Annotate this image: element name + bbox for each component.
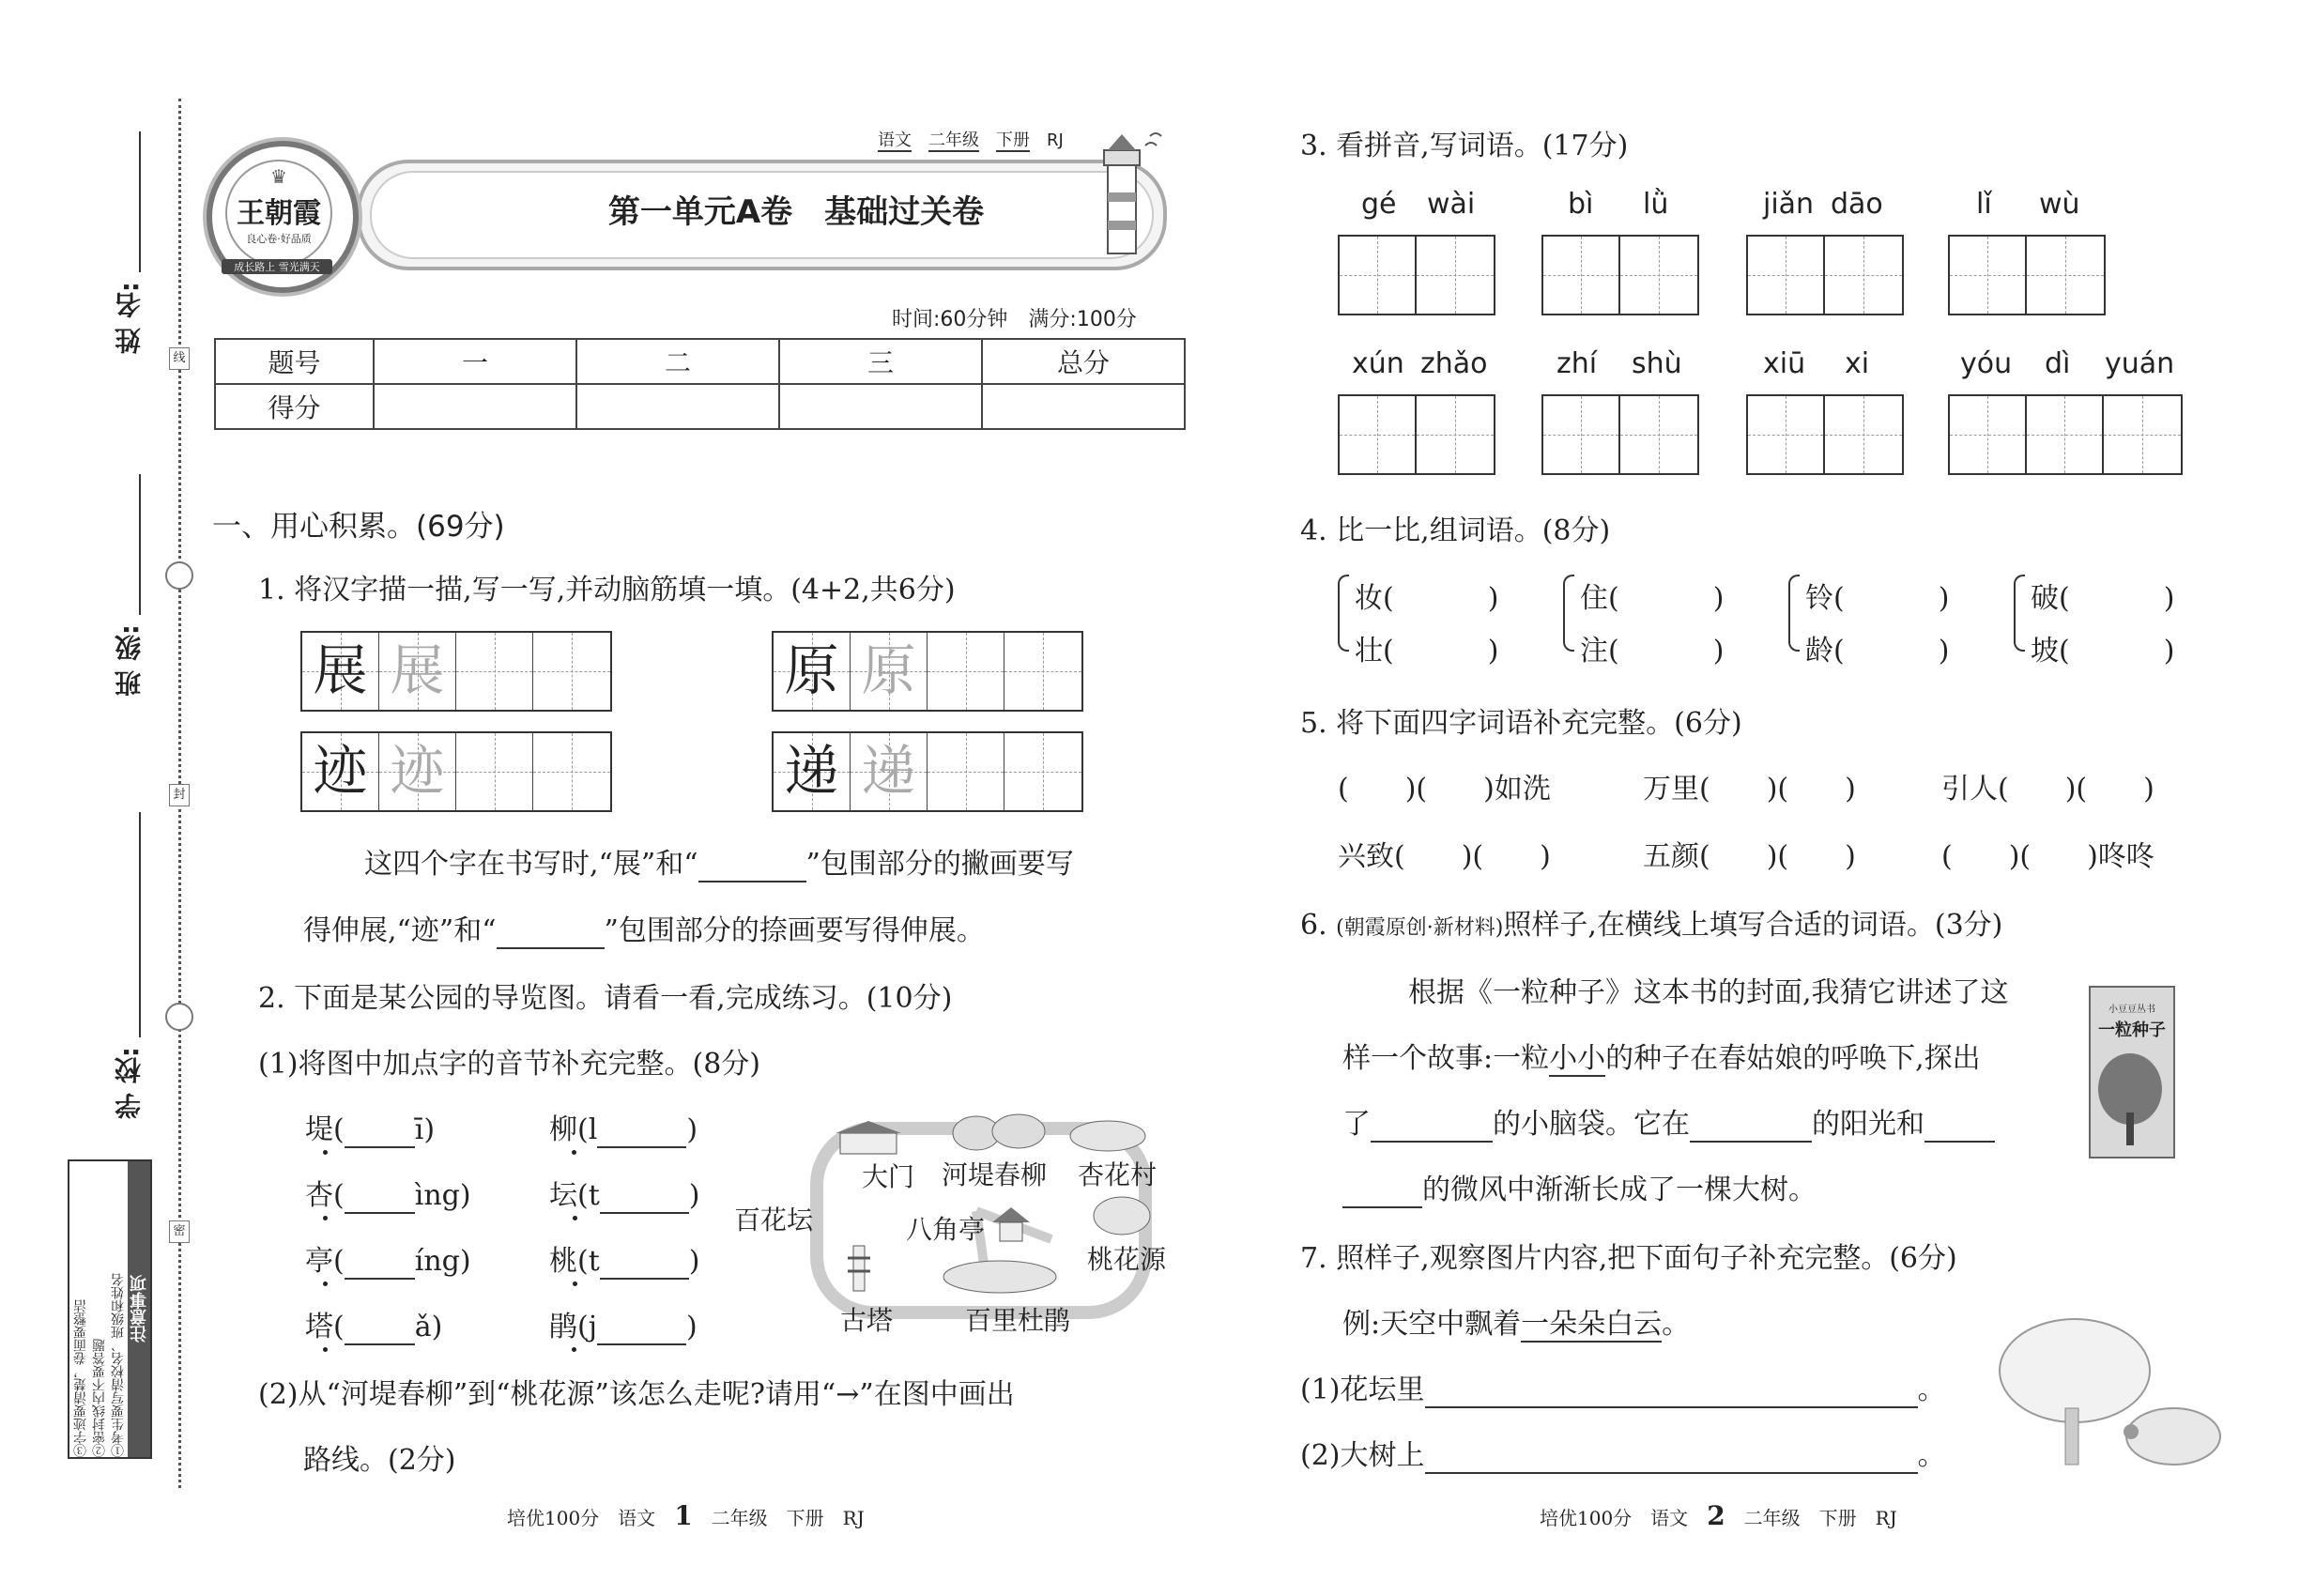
idiom[interactable]: 引人( )( ) (1941, 773, 2154, 806)
word-grid (1541, 235, 1699, 315)
seal-mark-line: 线 (169, 347, 190, 370)
q2-sub1: (1)将图中加点字的音节补充完整。(8分) (258, 1048, 760, 1081)
map-willow: 河堤春柳 (942, 1159, 1048, 1190)
willow-icon (948, 1113, 1051, 1155)
write-cell[interactable] (1748, 237, 1825, 314)
pinyin-item: 塔( ǎ) (305, 1303, 442, 1345)
meta-tags (878, 127, 1064, 151)
blank[interactable] (1924, 1108, 1995, 1143)
q7-sentence-1: (1)花坛里 。 (1300, 1373, 1946, 1406)
blank[interactable] (345, 1113, 415, 1148)
q6-line1: 根据《一粒种子》这本书的封面,我猜它讲述了这 (1408, 976, 2009, 1009)
word-grid (1948, 394, 2183, 475)
q1-text-line2: 得伸展,“迹”和“ ”包围部分的捺画要写得伸展。 (303, 914, 985, 947)
pinyin-label: yuán (2105, 347, 2175, 380)
blank[interactable] (600, 1179, 689, 1214)
score-header-row (215, 339, 1185, 384)
footer-left: 培优100分 语文 1 二年级 下册 RJ (507, 1500, 865, 1531)
pinyin-label: xún (1352, 347, 1404, 380)
idiom[interactable]: ( )( )如洗 (1338, 773, 1551, 806)
pinyin-label: dì (2045, 347, 2071, 380)
idiom[interactable]: 五颜( )( ) (1643, 840, 1856, 873)
score-header: 二 (576, 339, 779, 384)
pinyin-label: shù (1632, 347, 1682, 380)
score-cell[interactable] (374, 384, 576, 429)
q7-title: 7. 照样子,观察图片内容,把下面句子补充完整。(6分) (1300, 1242, 1957, 1275)
write-cell[interactable] (456, 633, 533, 710)
write-cell[interactable] (2027, 396, 2104, 473)
blank[interactable] (345, 1311, 415, 1345)
blank[interactable] (698, 848, 806, 882)
blank[interactable] (1342, 1174, 1422, 1208)
pinyin-label: yóu (1960, 347, 2013, 380)
blank[interactable] (597, 1113, 686, 1148)
class-label: 班 级: (114, 624, 145, 697)
write-cell[interactable] (1748, 396, 1825, 473)
blank[interactable] (600, 1245, 689, 1280)
azalea-icon (939, 1258, 1061, 1296)
write-cell[interactable] (1543, 396, 1620, 473)
score-header: 三 (779, 339, 982, 384)
compare-pair: 住( ) 注( ) (1563, 575, 1751, 650)
page-number: 2 (1707, 1500, 1725, 1531)
q6-tag: (朝霞原创·新材料) (1336, 916, 1504, 940)
volume-tag: 下册 (996, 130, 1030, 150)
write-cell[interactable] (533, 633, 610, 710)
pinyin-item: 堤( ī) (305, 1106, 435, 1148)
score-row (215, 384, 1185, 429)
notice-title: 注意事项 (128, 1161, 150, 1457)
map-gate: 大门 (862, 1161, 915, 1192)
word-grid (1746, 235, 1904, 315)
pinyin-item: 柳(l ) (549, 1106, 698, 1148)
pavilion-icon (990, 1204, 1033, 1246)
scene-illustration (1990, 1314, 2225, 1474)
map-azalea: 百里杜鹃 (965, 1305, 1071, 1336)
answer-line[interactable] (1425, 1439, 1918, 1474)
binding-hole (165, 1003, 193, 1031)
notice-item-3: ③字迹要清楚，卷面要整洁 (73, 1299, 88, 1457)
tree-icon (2091, 1047, 2170, 1150)
answer-line[interactable] (1425, 1373, 1918, 1408)
blank[interactable] (497, 914, 605, 949)
gate-icon (836, 1119, 901, 1157)
pinyin-item: 桃(t ) (549, 1237, 699, 1280)
writing-grid-zhan (300, 631, 612, 712)
write-cell[interactable] (1004, 633, 1081, 710)
edition-tag: RJ (1047, 130, 1064, 150)
pinyin-label: zhǎo (1420, 347, 1488, 380)
char-trace[interactable]: 迹 (390, 739, 445, 803)
score-cell[interactable] (576, 384, 779, 429)
blank[interactable] (1371, 1108, 1493, 1143)
write-cell[interactable] (1543, 237, 1620, 314)
lighthouse-icon (1080, 127, 1169, 263)
subject-tag: 语文 (878, 130, 912, 150)
compare-pair: 妆( ) 壮( ) (1338, 575, 1526, 650)
q6-line3: 了 的小脑袋。它在 的阳光和 (1342, 1100, 1995, 1143)
writing-grid-ji (300, 731, 612, 812)
writing-grid-di (772, 731, 1083, 812)
book-series: 小豆豆丛书 (2108, 1005, 2155, 1015)
notice-item-1: ①考生要写清校名、班级和姓名 (111, 1273, 126, 1457)
q1-text-line1: 这四个字在书写时,“展”和“ ”包围部分的撇画要写 (364, 848, 1074, 881)
pinyin-label: lǐ (1976, 188, 1992, 221)
notice-box (68, 1159, 152, 1459)
write-cell[interactable] (456, 733, 533, 810)
char-model: 原 (784, 638, 839, 702)
q1-title: 1. 将汉字描一描,写一写,并动脑筋填一填。(4+2,共6分) (258, 574, 956, 606)
write-cell[interactable] (2104, 396, 2181, 473)
pinyin-label: jiǎn (1763, 188, 1815, 221)
pinyin-label: xi (1845, 347, 1870, 380)
idiom[interactable]: 万里( )( ) (1643, 773, 1856, 806)
book-title: 一粒种子 (2098, 1021, 2166, 1040)
word-grid (1338, 394, 1495, 475)
map-pavilion: 八角亭 (906, 1214, 986, 1245)
write-cell[interactable] (533, 733, 610, 810)
score-header: 总分 (982, 339, 1185, 384)
idiom[interactable]: ( )( )咚咚 (1941, 840, 2154, 873)
time-info: 时间:60分钟 满分:100分 (892, 308, 1137, 331)
write-cell[interactable] (1825, 237, 1902, 314)
binding-hole (165, 561, 193, 590)
idiom[interactable]: 兴致( )( ) (1338, 840, 1551, 873)
char-model: 展 (313, 638, 368, 702)
logo-text: 王朝霞 (237, 197, 321, 230)
map-village: 杏花村 (1078, 1159, 1158, 1190)
char-model: 迹 (313, 739, 368, 803)
write-cell[interactable] (928, 733, 1004, 810)
blank[interactable] (1690, 1108, 1812, 1143)
char-trace[interactable]: 递 (861, 739, 916, 803)
write-cell[interactable] (1004, 733, 1081, 810)
pinyin-item: 杏( ìng) (305, 1172, 471, 1214)
grade-tag: 二年级 (928, 130, 979, 150)
write-cell[interactable] (1620, 396, 1697, 473)
q6-title-line: 6. (朝霞原创·新材料)照样子,在横线上填写合适的词语。(3分) (1300, 909, 2003, 942)
word-grid (1746, 394, 1904, 475)
school-label: 学 校: (114, 1047, 145, 1119)
pinyin-label: zhí (1556, 347, 1598, 380)
pinyin-item: 亭( íng) (305, 1237, 471, 1280)
peach-icon (1089, 1192, 1155, 1239)
score-row-label: 得分 (215, 384, 374, 429)
pinyin-item: 鹃(j ) (549, 1303, 698, 1345)
char-trace[interactable]: 原 (861, 638, 916, 702)
map-peach: 桃花源 (1087, 1244, 1167, 1275)
write-cell[interactable] (1417, 396, 1494, 473)
char-trace[interactable]: 展 (390, 638, 445, 702)
q7-sentence-2: (2)大树上 。 (1300, 1439, 1946, 1472)
blank[interactable] (345, 1245, 415, 1280)
crown-icon: ♛ (270, 165, 287, 188)
blank[interactable] (597, 1311, 686, 1345)
q6-line2: 样一个故事:一粒小小的种子在春姑娘的呼唤下,探出 (1342, 1042, 1981, 1075)
notice-item-2: ②密封线内不要答题 (92, 1339, 107, 1457)
pinyin-label: dāo (1831, 188, 1883, 221)
q2-title: 2. 下面是某公园的导览图。请看一看,完成练习。(10分) (258, 982, 953, 1015)
compare-pair: 破( ) 坡( ) (2014, 575, 2201, 650)
pinyin-label: wài (1427, 188, 1476, 221)
pinyin-label: gé (1361, 188, 1397, 221)
map-tower: 古塔 (840, 1305, 894, 1336)
name-label: 姓 名: (114, 282, 145, 354)
pinyin-label: lǜ (1643, 188, 1669, 221)
write-cell[interactable] (1825, 396, 1902, 473)
q5-title: 5. 将下面四字词语补充完整。(6分) (1300, 707, 1742, 740)
write-cell[interactable] (1620, 237, 1697, 314)
page-title: 第一单元A卷 基础过关卷 (607, 193, 985, 231)
q4-title: 4. 比一比,组词语。(8分) (1300, 514, 1611, 547)
tower-icon (840, 1241, 878, 1293)
score-header: 题号 (215, 339, 374, 384)
word-grid (1948, 235, 2106, 315)
pinyin-label: wù (2039, 188, 2080, 221)
school-line (139, 812, 141, 1037)
class-line (139, 474, 141, 615)
blank[interactable] (345, 1179, 415, 1214)
pinyin-label: xiū (1763, 347, 1806, 380)
map-flower: 百花坛 (734, 1205, 814, 1235)
score-table (214, 338, 1186, 430)
word-grid (1338, 235, 1495, 315)
write-cell[interactable] (1950, 396, 2027, 473)
footer-right: 培优100分 语文 2 二年级 下册 RJ (1540, 1500, 1897, 1531)
q6-line4: 的微风中渐渐长成了一棵大树。 (1342, 1166, 1817, 1208)
write-cell[interactable] (928, 633, 1004, 710)
section1-title: 一、用心积累。(69分) (212, 510, 505, 544)
page-number: 1 (674, 1500, 693, 1531)
char-model: 递 (784, 739, 839, 803)
q2-sub2-line1: (2)从“河堤春柳”到“桃花源”该怎么走呢?请用“→”在图中画出 (258, 1378, 1015, 1411)
book-cover (2089, 986, 2175, 1159)
q7-example: 例:天空中飘着一朵朵白云。 (1342, 1308, 1691, 1341)
brand-logo (207, 141, 359, 293)
pinyin-label: bì (1568, 188, 1594, 221)
word-grid (1541, 394, 1699, 475)
write-cell[interactable] (1950, 237, 2027, 314)
q2-sub2-line2: 路线。(2分) (303, 1444, 456, 1477)
compare-pair: 铃( ) 龄( ) (1788, 575, 1976, 650)
write-cell[interactable] (1340, 396, 1417, 473)
score-cell[interactable] (779, 384, 982, 429)
score-cell[interactable] (982, 384, 1185, 429)
seal-mark-seal: 封 (169, 784, 190, 806)
logo-ribbon: 成长路上 雪光满天 (222, 259, 332, 274)
name-line (139, 131, 141, 272)
q3-title: 3. 看拼音,写词语。(17分) (1300, 130, 1629, 162)
pinyin-item: 坛(t ) (549, 1172, 699, 1214)
write-cell[interactable] (1340, 237, 1417, 314)
write-cell[interactable] (2027, 237, 2104, 314)
logo-sub: 良心卷·好品质 (246, 233, 312, 245)
village-icon (1066, 1117, 1150, 1155)
seal-mark-mi: 密 (169, 1220, 190, 1243)
score-header: 一 (374, 339, 576, 384)
write-cell[interactable] (1417, 237, 1494, 314)
writing-grid-yuan (772, 631, 1083, 712)
